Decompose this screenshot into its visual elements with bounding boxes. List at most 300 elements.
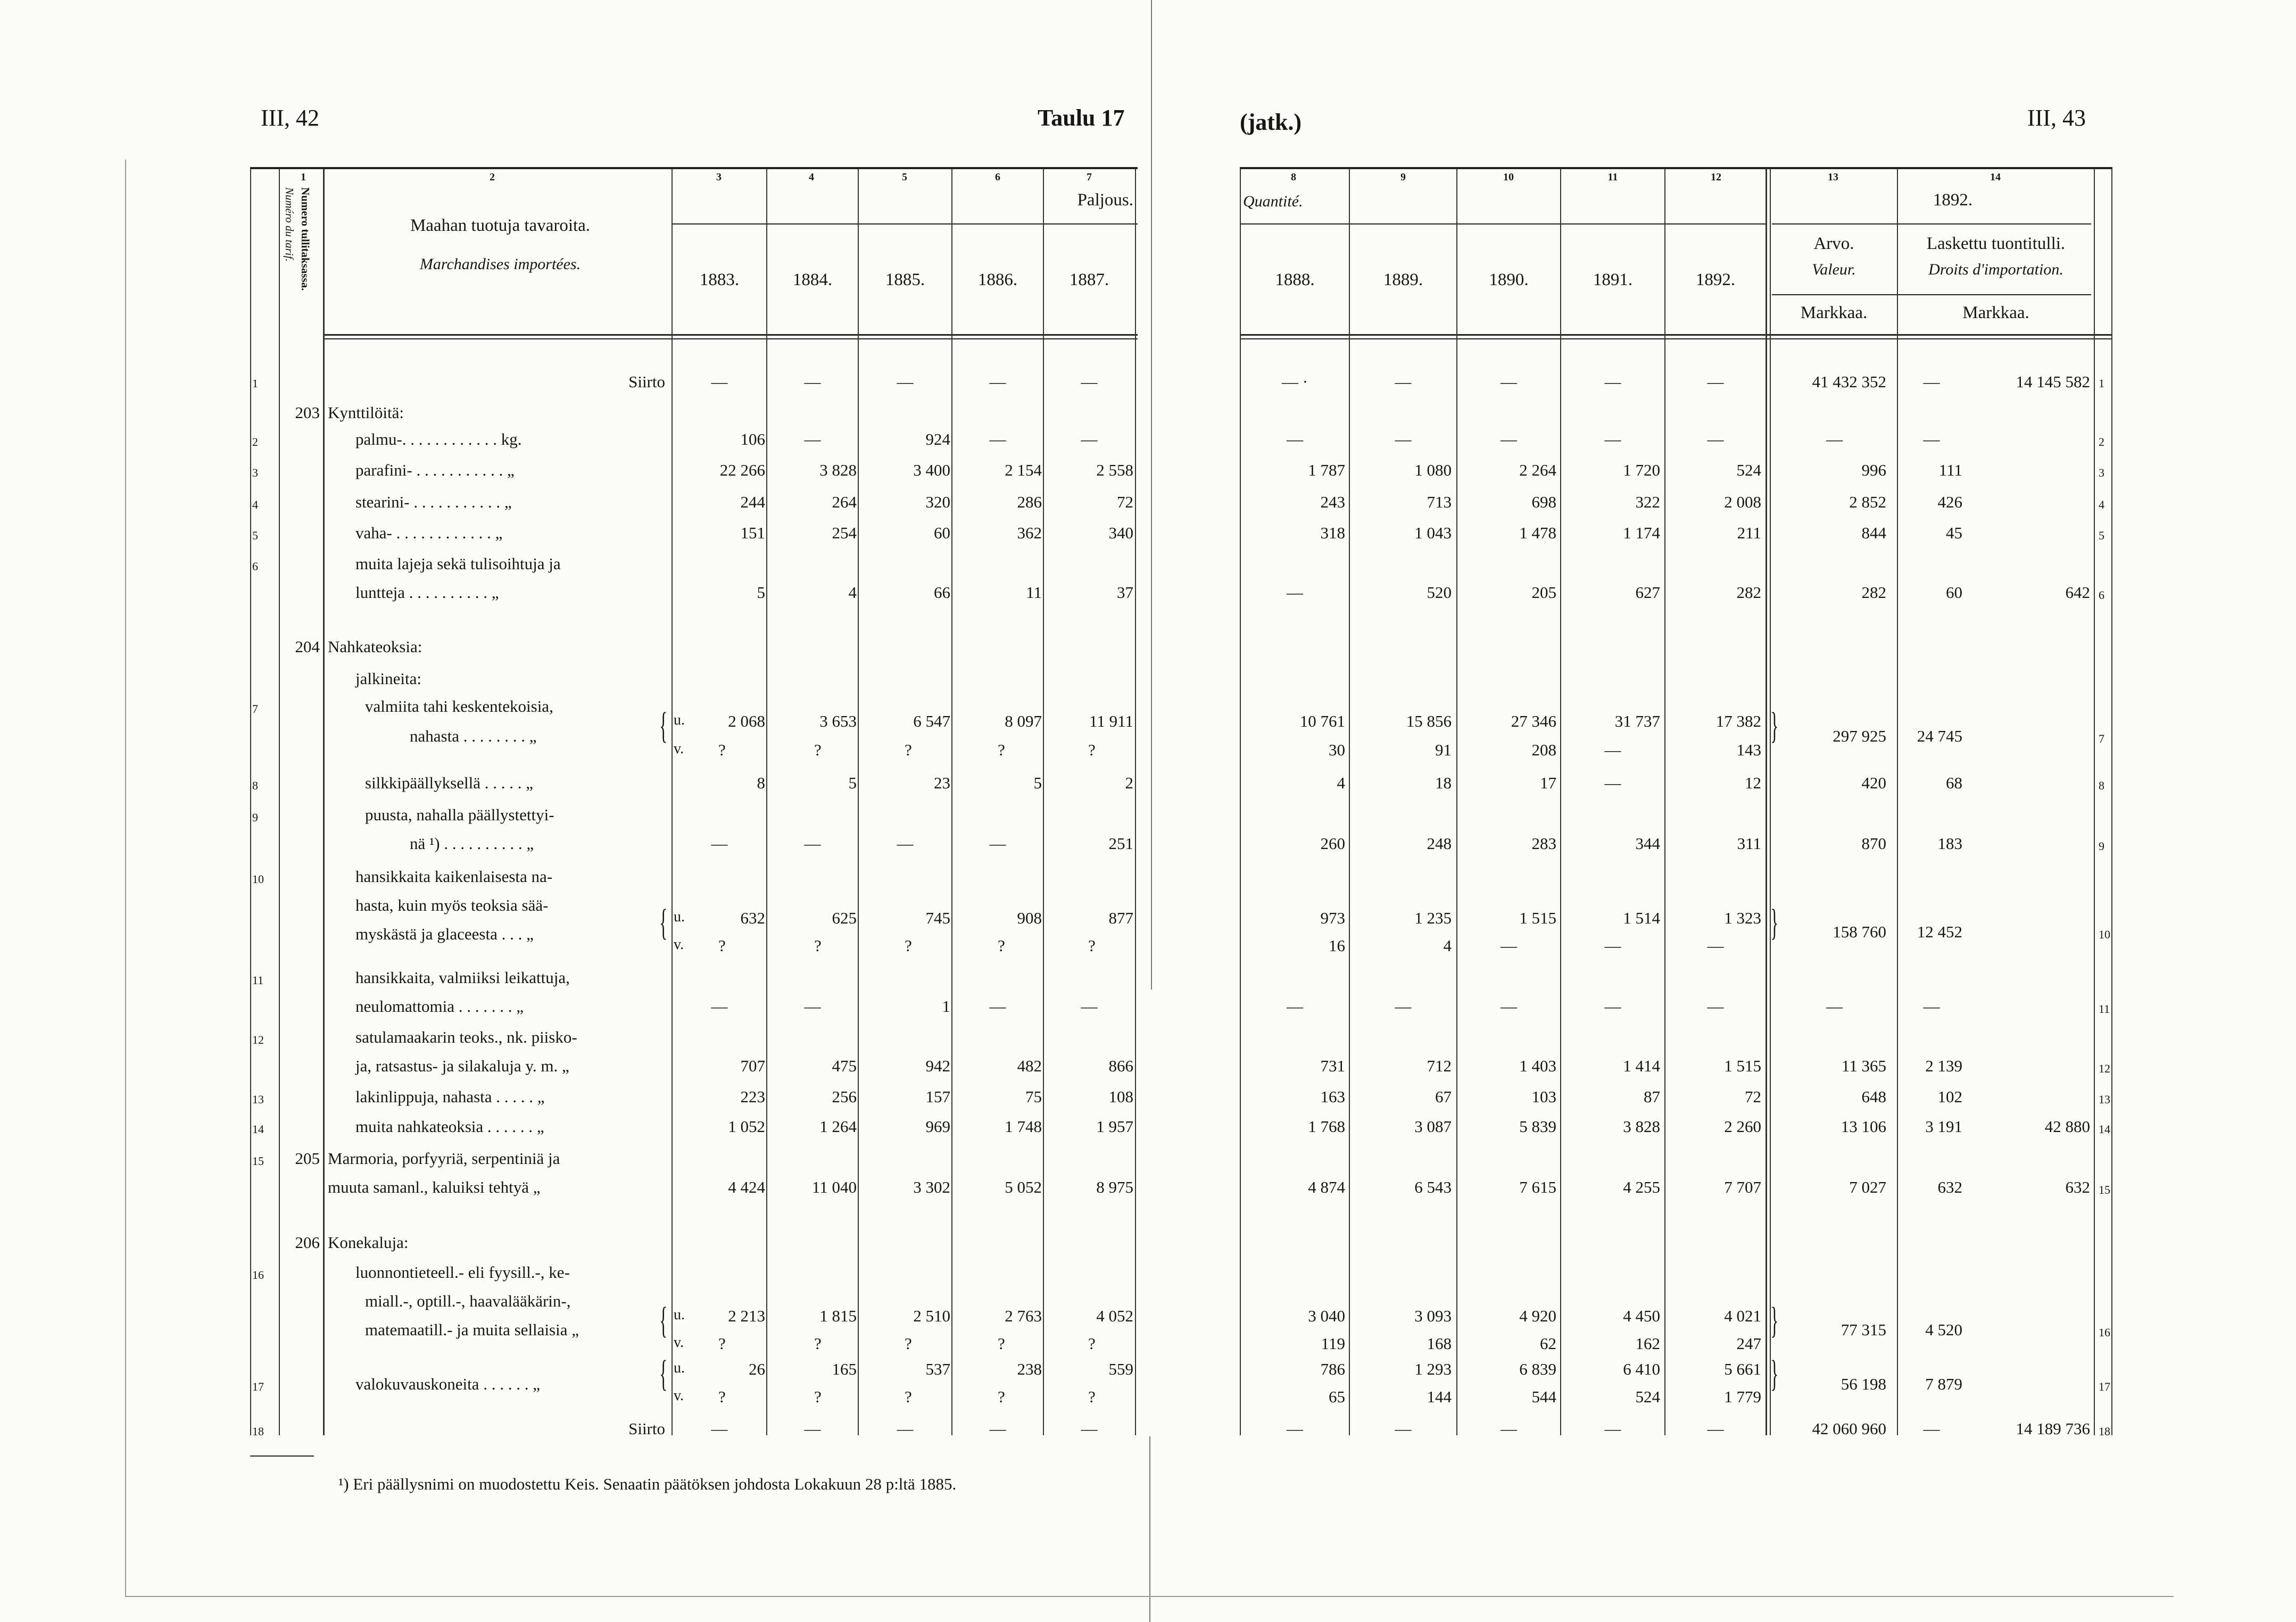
- col-number-8: 8: [1291, 171, 1296, 183]
- row-number: 10: [252, 872, 264, 886]
- brace: {: [659, 1300, 668, 1341]
- top-rule-left: [250, 167, 1138, 169]
- header-rule-left: [325, 334, 1138, 336]
- value-cell: 72: [1745, 1087, 1761, 1106]
- vline-c3: [672, 169, 673, 1435]
- value-cell: ?: [814, 1387, 822, 1406]
- value-cell: 713: [1427, 493, 1452, 511]
- left-margin-line: [125, 160, 126, 1596]
- value-cell: 559: [1108, 1360, 1133, 1378]
- value-cell: 6 543: [1414, 1178, 1452, 1196]
- v-label: v.: [674, 1387, 684, 1404]
- value-cell: 12: [1745, 773, 1761, 792]
- col-number-10: 10: [1503, 171, 1514, 183]
- value-cell: —: [1287, 1419, 1303, 1438]
- tulli-cell: —: [1923, 1419, 1940, 1438]
- item-label-line3: myskästä ja glaceesta . . . „: [355, 925, 534, 943]
- value-cell: 6 547: [913, 712, 950, 730]
- value-cell: 256: [832, 1087, 857, 1106]
- vline-c4: [766, 169, 767, 1435]
- value-cell: 8 975: [1096, 1178, 1133, 1196]
- u-label: u.: [674, 712, 685, 728]
- value-cell: ?: [998, 1334, 1005, 1353]
- tulli-cell: 111: [1938, 461, 1962, 479]
- value-cell: ?: [718, 1387, 726, 1406]
- arvo-header: Arvo.: [1813, 234, 1854, 253]
- value-cell: 4: [1443, 936, 1452, 955]
- item-label: muita nahkateoksia . . . . . . „: [355, 1117, 544, 1136]
- value-cell: 5: [1033, 773, 1042, 792]
- tulli-cell: 45: [1946, 523, 1962, 542]
- value-cell: —: [1501, 936, 1517, 955]
- tulli-total-cell: 42 880: [2044, 1117, 2090, 1136]
- value-cell: 205: [1531, 583, 1556, 602]
- value-cell: ?: [998, 741, 1005, 759]
- tulli-cell: 2 139: [1925, 1057, 1962, 1075]
- value-cell: 969: [925, 1117, 950, 1136]
- u-label: u.: [674, 1360, 685, 1376]
- value-cell: —: [1604, 430, 1621, 448]
- item-label: parafini- . . . . . . . . . . . „: [355, 461, 515, 479]
- col-number-12: 12: [1711, 171, 1721, 183]
- value-cell: 283: [1531, 834, 1556, 853]
- paljous-rule: [672, 223, 1138, 224]
- group-heading: Kynttilöitä:: [328, 403, 404, 422]
- value-cell: 2 260: [1724, 1117, 1761, 1136]
- group-heading: Konekaluja:: [328, 1233, 409, 1252]
- value-cell: 4: [848, 583, 857, 602]
- value-cell: 2: [1125, 773, 1133, 792]
- value-cell: 3 828: [1623, 1117, 1660, 1136]
- value-cell: 247: [1736, 1334, 1761, 1353]
- tulli-cell: —: [1923, 997, 1940, 1016]
- arvo-cell: 77 315: [1841, 1320, 1886, 1339]
- value-cell: —: [1707, 936, 1724, 955]
- value-cell: 238: [1017, 1360, 1042, 1378]
- value-cell: 72: [1117, 493, 1133, 511]
- tulli-total-cell: 642: [2065, 583, 2090, 602]
- value-cell: 362: [1017, 523, 1042, 542]
- value-cell: —: [804, 430, 821, 448]
- year-1883: 1883.: [699, 270, 740, 289]
- row-number-right: 10: [2099, 928, 2110, 941]
- value-cell: —: [1081, 997, 1098, 1016]
- value-cell: 3 828: [819, 461, 857, 479]
- value-cell: 1 414: [1623, 1057, 1660, 1075]
- tulli-cell: —: [1923, 430, 1940, 448]
- col-number-4: 4: [809, 171, 814, 183]
- value-cell: 260: [1320, 834, 1345, 853]
- vline-c11: [1560, 169, 1561, 1435]
- value-cell: ?: [814, 741, 822, 759]
- item-label-line1: puusta, nahalla päällystettyi-: [365, 805, 554, 824]
- value-cell: 27 346: [1511, 712, 1556, 730]
- value-cell: —: [989, 372, 1006, 391]
- row-number-right: 15: [2099, 1183, 2110, 1196]
- value-cell: —: [1604, 997, 1621, 1016]
- value-cell: 5 839: [1519, 1117, 1556, 1136]
- value-cell: 632: [740, 909, 765, 927]
- vline-c5: [858, 169, 859, 1435]
- quantite-header: Quantité.: [1243, 193, 1303, 210]
- item-label-line2: luntteja . . . . . . . . . . „: [355, 583, 499, 602]
- item-label-line3: matemaatill.- ja muita sellaisia „: [365, 1320, 579, 1339]
- item-label: lakinlippuja, nahasta . . . . . „: [355, 1087, 545, 1106]
- markkaa-rule: [1772, 294, 2091, 295]
- value-cell: 1 293: [1414, 1360, 1452, 1378]
- value-cell: 163: [1320, 1087, 1345, 1106]
- item-label-line2: hasta, kuin myös teoksia sää-: [355, 896, 549, 914]
- vline-c12: [1664, 169, 1665, 1435]
- value-cell: 4 424: [728, 1178, 765, 1196]
- arvo-cell: 870: [1861, 834, 1886, 853]
- paljous-header: Paljous.: [1077, 190, 1133, 210]
- vline-desc: [323, 169, 325, 1435]
- value-cell: —: [1395, 372, 1412, 391]
- value-cell: —: [989, 997, 1006, 1016]
- value-cell: 1 080: [1414, 461, 1452, 479]
- value-cell: 4 021: [1724, 1307, 1761, 1325]
- value-cell: 8: [757, 773, 765, 792]
- row-number-right: 3: [2099, 466, 2104, 479]
- value-cell: —: [1081, 372, 1098, 391]
- value-cell: 786: [1320, 1360, 1345, 1378]
- value-cell: 4 450: [1623, 1307, 1660, 1325]
- value-cell: 2 008: [1724, 493, 1761, 511]
- value-cell: 243: [1320, 493, 1345, 511]
- value-cell: 30: [1329, 741, 1345, 759]
- arvo-cell: 7 027: [1849, 1178, 1886, 1196]
- year-1887: 1887.: [1069, 270, 1109, 289]
- year-1889: 1889.: [1383, 270, 1423, 289]
- value-cell: 1 815: [819, 1307, 857, 1325]
- value-cell: —: [989, 834, 1006, 853]
- value-cell: —: [1501, 372, 1517, 391]
- goods-header-fr: Marchandises importées.: [419, 255, 581, 273]
- value-cell: 3 087: [1414, 1117, 1452, 1136]
- col-number-1: 1: [301, 171, 306, 183]
- value-cell: —: [1287, 997, 1303, 1016]
- valeur-header: Valeur.: [1812, 261, 1856, 278]
- value-cell: 482: [1017, 1057, 1042, 1075]
- tulli-cell: 24 745: [1917, 727, 1962, 745]
- value-cell: —: [1707, 430, 1724, 448]
- value-cell: 10 761: [1299, 712, 1345, 730]
- value-cell: ?: [905, 1387, 912, 1406]
- v-label: v.: [674, 1334, 684, 1351]
- tulli-cell: —: [1923, 372, 1940, 391]
- value-cell: 2 213: [728, 1307, 765, 1325]
- value-cell: 18: [1435, 773, 1452, 792]
- arvo-cell: 11 365: [1841, 1057, 1886, 1075]
- year-1884: 1884.: [792, 270, 833, 289]
- row-number: 3: [252, 466, 258, 479]
- row-number: 2: [252, 435, 258, 448]
- value-cell: 698: [1531, 493, 1556, 511]
- value-cell: 22 266: [719, 461, 765, 479]
- tulli-total-cell: 14 189 736: [2016, 1419, 2090, 1438]
- value-cell: ?: [718, 1334, 726, 1353]
- 1892-rule: [1772, 223, 2091, 224]
- value-cell: 2 510: [913, 1307, 950, 1325]
- value-cell: 625: [832, 909, 857, 927]
- value-cell: 66: [934, 583, 950, 602]
- footnote-rule: [250, 1455, 314, 1457]
- row-number: 4: [252, 498, 258, 511]
- tariff-number: 205: [295, 1149, 320, 1168]
- value-cell: 544: [1531, 1387, 1556, 1406]
- value-cell: 1 787: [1308, 461, 1345, 479]
- row-number-right: 14: [2099, 1122, 2110, 1136]
- goods-header: Maahan tuotuja tavaroita.: [410, 216, 591, 235]
- arvo-cell: 56 198: [1841, 1375, 1886, 1393]
- siirto-label: Siirto: [628, 372, 665, 391]
- item-label-line1: muita lajeja sekä tulisoihtuja ja: [355, 554, 561, 573]
- arvo-cell: 13 106: [1841, 1117, 1886, 1136]
- v-label: v.: [674, 741, 684, 757]
- tariff-number: 204: [295, 637, 320, 656]
- value-cell: 119: [1321, 1334, 1345, 1353]
- arvo-cell: 2 852: [1849, 493, 1886, 511]
- value-cell: —: [1081, 430, 1098, 448]
- tulli-total-cell: 14 145 582: [2016, 372, 2090, 391]
- value-cell: —: [1604, 1419, 1621, 1438]
- arvo-cell: 648: [1861, 1087, 1886, 1106]
- value-cell: 106: [740, 430, 765, 448]
- tulli-cell: 102: [1937, 1087, 1962, 1106]
- value-cell: —: [1501, 1419, 1517, 1438]
- value-cell: 627: [1635, 583, 1660, 602]
- fold-line-low: [1149, 1436, 1150, 1622]
- row-number-right: 8: [2099, 779, 2104, 792]
- brace-right: }: [1770, 1300, 1779, 1341]
- vline-c8-start: [1240, 169, 1241, 1435]
- value-cell: 67: [1435, 1087, 1452, 1106]
- value-cell: 973: [1320, 909, 1345, 927]
- tariff-number-header: Numero tullitaksassa.: [299, 187, 312, 291]
- value-cell: 143: [1736, 741, 1761, 759]
- year-1892-header: 1892.: [1933, 190, 1973, 210]
- value-cell: 2 558: [1096, 461, 1133, 479]
- value-cell: —: [1395, 1419, 1412, 1438]
- year-1886: 1886.: [977, 270, 1018, 289]
- value-cell: 1 748: [1005, 1117, 1042, 1136]
- value-cell: —: [1707, 1419, 1724, 1438]
- value-cell: 707: [740, 1057, 765, 1075]
- vline-c9: [1349, 169, 1350, 1435]
- value-cell: 4 920: [1519, 1307, 1556, 1325]
- col-number-2: 2: [490, 171, 495, 183]
- row-number: 12: [252, 1033, 264, 1046]
- value-cell: 942: [925, 1057, 950, 1075]
- value-cell: 165: [832, 1360, 857, 1378]
- value-cell: 91: [1435, 741, 1452, 759]
- value-cell: ?: [905, 936, 912, 955]
- value-cell: 2 068: [728, 712, 765, 730]
- fold-line: [1151, 0, 1152, 989]
- value-cell: 168: [1427, 1334, 1452, 1353]
- vline-rowno-right: [2111, 169, 2112, 1435]
- item-label-line1: Marmoria, porfyyriä, serpentiniä ja: [328, 1149, 560, 1168]
- value-cell: 1 323: [1724, 909, 1761, 927]
- row-number: 5: [252, 529, 258, 542]
- value-cell: 251: [1108, 834, 1133, 853]
- value-cell: 340: [1108, 523, 1133, 542]
- value-cell: —: [1501, 997, 1517, 1016]
- row-number-right: 7: [2099, 732, 2104, 745]
- value-cell: 11: [1026, 583, 1042, 602]
- value-cell: —: [1604, 936, 1621, 955]
- value-cell: ?: [1088, 936, 1096, 955]
- value-cell: — ·: [1281, 372, 1308, 391]
- value-cell: 3 653: [819, 712, 857, 730]
- arvo-cell: 282: [1861, 583, 1886, 602]
- value-cell: —: [1395, 997, 1412, 1016]
- value-cell: 7 707: [1724, 1178, 1761, 1196]
- item-label-line1: hansikkaita kaikenlaisesta na-: [355, 867, 553, 886]
- value-cell: —: [989, 430, 1006, 448]
- tulli-cell: 183: [1937, 834, 1962, 853]
- value-cell: —: [1501, 430, 1517, 448]
- value-cell: 537: [925, 1360, 950, 1378]
- tulli-cell: 12 452: [1917, 922, 1962, 941]
- value-cell: 208: [1531, 741, 1556, 759]
- value-cell: ?: [814, 936, 822, 955]
- row-number-right: 9: [2099, 839, 2104, 853]
- table-title: Taulu 17: [1038, 105, 1125, 131]
- item-label-line2: neulomattomia . . . . . . . „: [355, 997, 524, 1016]
- row-number: 13: [252, 1093, 264, 1106]
- value-cell: 320: [925, 493, 950, 511]
- value-cell: 712: [1427, 1057, 1452, 1075]
- value-cell: 65: [1329, 1387, 1345, 1406]
- value-cell: 144: [1427, 1387, 1452, 1406]
- value-cell: 924: [925, 430, 950, 448]
- value-cell: ?: [814, 1334, 822, 1353]
- item-label-line1: luonnontieteell.- eli fyysill.-, ke-: [355, 1263, 570, 1282]
- row-number: 11: [252, 974, 264, 987]
- value-cell: —: [1707, 997, 1724, 1016]
- value-cell: 4: [1337, 773, 1345, 792]
- row-number-right: 5: [2099, 529, 2104, 542]
- arvo-cell: 158 760: [1833, 922, 1886, 941]
- value-cell: 4 255: [1623, 1178, 1660, 1196]
- laskettu-header: Laskettu tuontitulli.: [1926, 234, 2066, 253]
- col-number-3: 3: [716, 171, 722, 183]
- col-number-13: 13: [1828, 171, 1838, 183]
- value-cell: 282: [1736, 583, 1761, 602]
- value-cell: 344: [1635, 834, 1660, 853]
- value-cell: 3 302: [913, 1178, 950, 1196]
- v-label: v.: [674, 936, 684, 953]
- row-number-right: 4: [2099, 498, 2104, 511]
- table-title-cont: (jatk.): [1240, 109, 1302, 135]
- quantite-rule: [1240, 223, 1767, 224]
- arvo-cell: 41 432 352: [1812, 372, 1886, 391]
- value-cell: 5: [757, 583, 765, 602]
- tulli-cell: 4 520: [1925, 1320, 1962, 1339]
- tulli-cell: 7 879: [1925, 1375, 1962, 1393]
- brace-right: }: [1770, 1353, 1779, 1394]
- row-number: 7: [252, 702, 258, 716]
- arvo-cell: —: [1826, 430, 1843, 448]
- vline-c7: [1043, 169, 1044, 1435]
- value-cell: ?: [998, 936, 1005, 955]
- tariff-number: 206: [295, 1233, 320, 1252]
- row-number-right: 11: [2099, 1002, 2110, 1016]
- top-rule-right: [1240, 167, 2112, 169]
- value-cell: 524: [1736, 461, 1761, 479]
- value-cell: 11 911: [1089, 712, 1133, 730]
- markkaa-header-tulli: Markkaa.: [1962, 303, 2029, 322]
- value-cell: 2 154: [1005, 461, 1042, 479]
- value-cell: 1 264: [819, 1117, 857, 1136]
- value-cell: 264: [832, 493, 857, 511]
- value-cell: 62: [1540, 1334, 1556, 1353]
- item-label-line2: nä ¹) . . . . . . . . . . „: [410, 834, 534, 853]
- brace: {: [659, 1353, 668, 1394]
- year-1888: 1888.: [1275, 270, 1315, 289]
- value-cell: 211: [1737, 523, 1761, 542]
- brace: {: [659, 705, 668, 746]
- value-cell: ?: [1088, 1334, 1096, 1353]
- vline-c7-end: [1135, 169, 1136, 1435]
- value-cell: 1 957: [1096, 1117, 1133, 1136]
- value-cell: —: [804, 372, 821, 391]
- item-label: vaha- . . . . . . . . . . . . „: [355, 523, 503, 542]
- value-cell: 26: [749, 1360, 765, 1378]
- row-number-right: 2: [2099, 435, 2104, 448]
- arvo-cell: 297 925: [1833, 727, 1886, 745]
- value-cell: —: [897, 1419, 914, 1438]
- vline-c13-b: [1770, 169, 1771, 1435]
- bottom-margin-line: [125, 1596, 2174, 1597]
- value-cell: 1 515: [1724, 1057, 1761, 1075]
- value-cell: 244: [740, 493, 765, 511]
- col-number-6: 6: [995, 171, 1000, 183]
- value-cell: —: [1707, 372, 1724, 391]
- value-cell: 16: [1329, 936, 1345, 955]
- item-label: silkkipäällyksellä . . . . . „: [365, 773, 533, 792]
- brace: {: [659, 902, 668, 943]
- vline-c10: [1456, 169, 1457, 1435]
- value-cell: 3 400: [913, 461, 950, 479]
- value-cell: —: [711, 372, 728, 391]
- value-cell: 1 043: [1414, 523, 1452, 542]
- value-cell: —: [1604, 773, 1621, 792]
- value-cell: 37: [1117, 583, 1133, 602]
- u-label: u.: [674, 909, 685, 925]
- value-cell: 254: [832, 523, 857, 542]
- value-cell: 17 382: [1715, 712, 1761, 730]
- row-number-right: 1: [2099, 377, 2104, 390]
- row-number-right: 17: [2099, 1380, 2110, 1393]
- u-label: u.: [674, 1307, 685, 1323]
- value-cell: 8 097: [1005, 712, 1042, 730]
- value-cell: —: [804, 997, 821, 1016]
- row-number-right: 6: [2099, 588, 2104, 602]
- value-cell: 248: [1427, 834, 1452, 853]
- footnote: ¹) Eri päällysnimi on muodostettu Keis. Senaatin päätöksen johdosta Lokakuun 28 p:ltä 1885.: [338, 1475, 957, 1493]
- value-cell: —: [711, 834, 728, 853]
- col-number-7: 7: [1087, 171, 1092, 183]
- value-cell: —: [1604, 741, 1621, 759]
- value-cell: ?: [718, 936, 726, 955]
- value-cell: —: [989, 1419, 1006, 1438]
- value-cell: ?: [998, 1387, 1005, 1406]
- tulli-cell: 60: [1946, 583, 1962, 602]
- value-cell: 17: [1540, 773, 1556, 792]
